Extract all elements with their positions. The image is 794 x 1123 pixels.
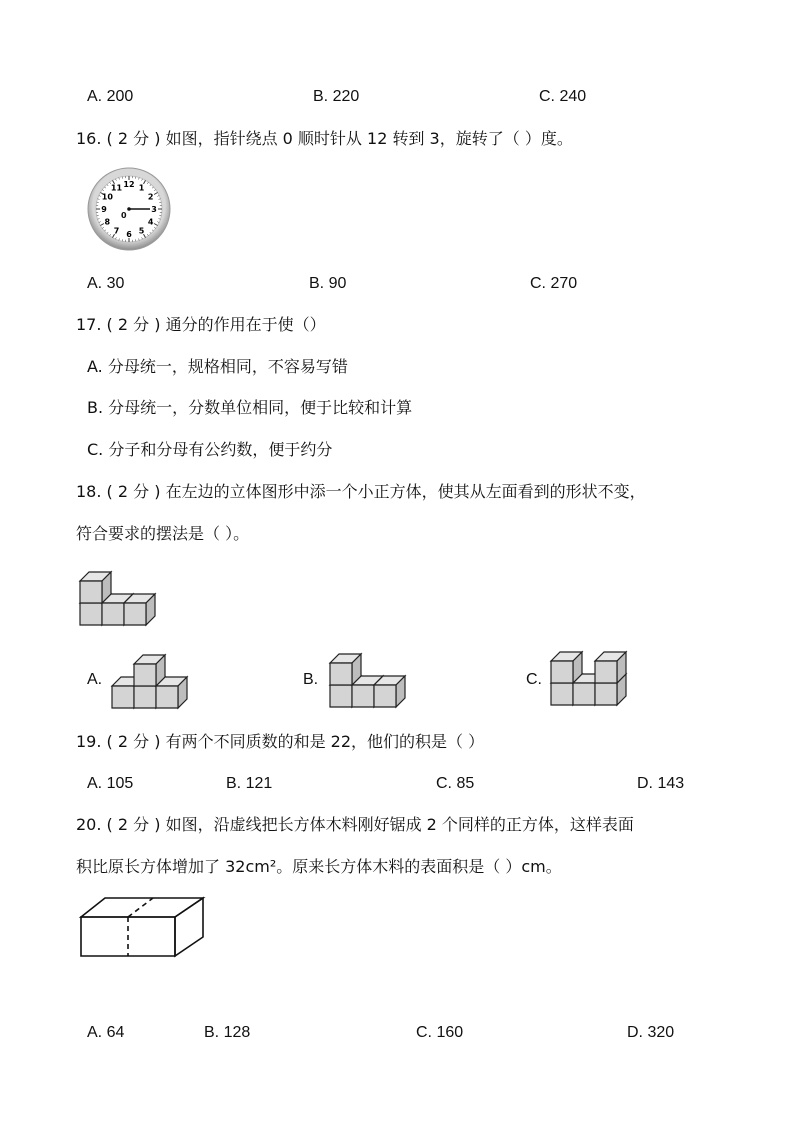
q18-option-b-figure[interactable] (328, 655, 408, 709)
cube (80, 572, 111, 603)
cube-front (102, 603, 124, 625)
clock-number-9: 9 (101, 205, 107, 214)
q19-text: 有两个不同质数的和是 22，他们的积是（ ） (165, 732, 485, 751)
q16-text: 如图，指针绕点 0 顺时针从 12 转到 3，旋转了（ ）度。 (165, 129, 573, 148)
q19-option-d[interactable]: D. 143 (637, 775, 685, 792)
q18-option-a-figure[interactable] (110, 644, 190, 710)
cube (124, 594, 155, 625)
cube (330, 654, 361, 685)
q20-text-line1: 如图，沿虚线把长方体木料刚好锯成 2 个同样的正方体，这样表面 (165, 815, 634, 834)
cube-front (156, 686, 178, 708)
q18-option-c-figure[interactable] (549, 651, 629, 707)
cube-front (80, 581, 102, 603)
cube-front (551, 683, 573, 705)
cube (374, 676, 405, 707)
q18-question (76, 481, 646, 503)
clock-pivot (127, 207, 131, 211)
q20-number: 20. (76, 815, 102, 834)
q16-option-b[interactable]: B. 90 (309, 275, 347, 292)
cube-front (124, 603, 146, 625)
cube-front (330, 685, 352, 707)
q18-text-line2: 符合要求的摆法是（ ）。 (76, 524, 250, 543)
cube-front (134, 686, 156, 708)
q19-score: ( 2 分 ) (106, 732, 161, 751)
q17-number: 17. (76, 315, 102, 334)
q20-score: ( 2 分 ) (106, 815, 161, 834)
cube-front (573, 683, 595, 705)
clock-number-11: 11 (110, 183, 123, 193)
cut-line-top (128, 898, 153, 917)
q20-option-b[interactable]: B. 128 (204, 1024, 251, 1041)
q20-option-c[interactable]: C. 160 (416, 1024, 464, 1041)
cube (595, 652, 626, 683)
q16-score: ( 2 分 ) (106, 129, 161, 148)
cube-front (352, 685, 374, 707)
cube (134, 655, 165, 686)
clock-number-3: 3 (151, 205, 157, 214)
q18-option-c-label[interactable]: C. (526, 671, 542, 688)
cube-front (551, 661, 573, 683)
q17-text: 通分的作用在于使（） (165, 315, 326, 334)
q17-score: ( 2 分 ) (106, 315, 161, 334)
q20-text-line2: 积比原长方体增加了 32cm²。原来长方体木料的表面积是（ ）cm。 (76, 857, 562, 876)
q17-question (76, 314, 326, 336)
q19-number: 19. (76, 732, 102, 751)
cuboid-top (81, 898, 203, 917)
q15-option-b[interactable]: B. 220 (313, 88, 360, 105)
q20-question (76, 814, 634, 836)
clock-number-10: 10 (101, 192, 113, 202)
clock-number-1: 1 (138, 183, 145, 193)
cube-front (374, 685, 396, 707)
q17-option-b[interactable]: B. 分母统一，分数单位相同，便于比较和计算 (87, 398, 413, 417)
cuboid-side (175, 898, 203, 956)
cube-front (134, 664, 156, 686)
cube (551, 652, 582, 683)
clock-figure (87, 167, 171, 251)
cube-front (595, 683, 617, 705)
q16-option-c[interactable]: C. 270 (530, 275, 578, 292)
q19-option-a[interactable]: A. 105 (87, 775, 134, 792)
q20-option-a[interactable]: A. 64 (87, 1024, 125, 1041)
q18-number: 18. (76, 482, 102, 501)
q19-option-c[interactable]: C. 85 (436, 775, 475, 792)
q17-option-c[interactable]: C. 分子和分母有公约数，便于约分 (87, 440, 333, 459)
clock-number-7: 7 (113, 226, 120, 236)
q19-option-b[interactable]: B. 121 (226, 775, 273, 792)
q18-base-figure (78, 563, 166, 627)
q19-question (76, 731, 484, 753)
q18-option-a-label[interactable]: A. (87, 671, 103, 688)
clock-center-label: 0 (121, 211, 127, 220)
clock-number-12: 12 (123, 180, 135, 189)
cube-front (595, 661, 617, 683)
cube-front (330, 663, 352, 685)
cube-front (112, 686, 134, 708)
q20-option-d[interactable]: D. 320 (627, 1024, 675, 1041)
q16-option-a[interactable]: A. 30 (87, 275, 125, 292)
clock-number-6: 6 (126, 230, 132, 239)
clock-number-5: 5 (138, 226, 145, 236)
cuboid-figure (80, 897, 206, 957)
clock-number-2: 2 (147, 192, 154, 202)
q15-option-c[interactable]: C. 240 (539, 88, 587, 105)
q16-question (76, 128, 573, 150)
q18-option-b-label[interactable]: B. (303, 671, 319, 688)
q18-score: ( 2 分 ) (106, 482, 161, 501)
q15-option-a[interactable]: A. 200 (87, 88, 134, 105)
cube-front (80, 603, 102, 625)
q17-option-a[interactable]: A. 分母统一，规格相同，不容易写错 (87, 357, 348, 376)
clock-number-4: 4 (147, 217, 154, 227)
q16-number: 16. (76, 129, 102, 148)
clock-number-8: 8 (104, 217, 111, 227)
q18-text-line1: 在左边的立体图形中添一个小正方体，使其从左面看到的形状不变， (165, 482, 646, 501)
